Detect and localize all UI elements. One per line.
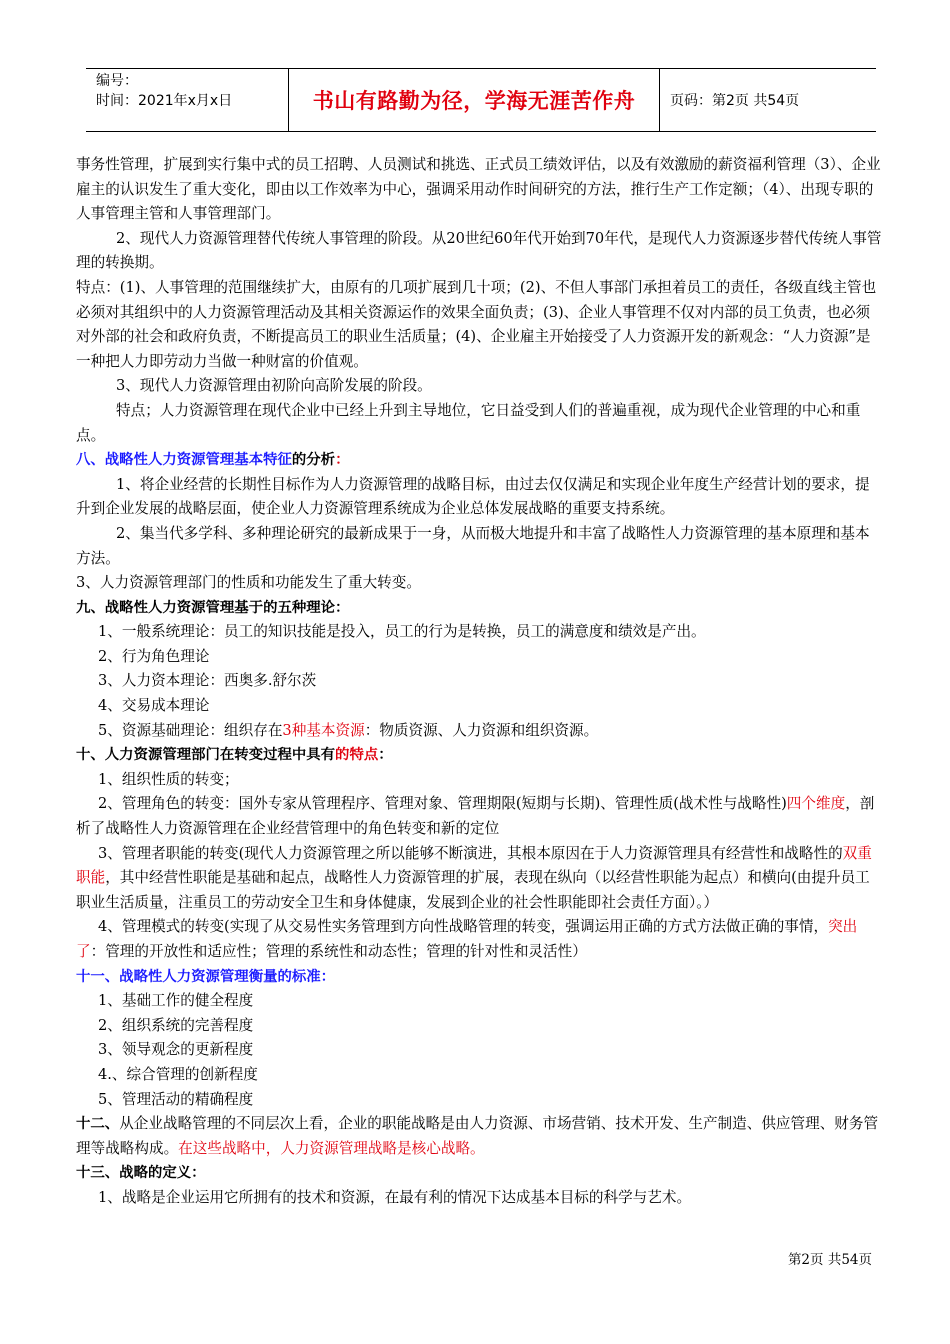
section-heading-11: 十一、战略性人力资源管理衡量的标准： xyxy=(76,968,336,985)
text: ，其中经营性职能是基础和起点，战略性人力资源管理的扩展，表现在纵向（以经营性职能为起点）和横向(由提升员工职业生活质量，注重员工的劳动安全卫生和身体健康，发展到企业的社会性职能即社会责任方面）。） xyxy=(76,869,870,911)
page-footer: 第2页 共54页 xyxy=(787,1252,872,1268)
time-label: 时间：2021年x月x日 xyxy=(96,93,233,109)
text: 2、管理角色的转变：国外专家从管理程序、管理对象、管理期限(短期与长期)、管理性质(战术性与战略性) xyxy=(98,795,787,813)
section-heading-12: 十二、 xyxy=(76,1116,120,1133)
list-item xyxy=(76,915,882,964)
highlight-text: 3种基本资源 xyxy=(282,721,365,739)
page-header xyxy=(86,68,876,132)
list-item: 4、交易成本理论 xyxy=(98,697,210,715)
paragraph: 特点：(1)、人事管理的范围继续扩大，由原有的几项扩展到几十项；(2)、不但人事部门承担着员工的责任，各级直线主管也必须对其组织中的人力资源管理活动及其相关资源运作的效果全面负责；(3)、企业人事管理不仅对内部的员工负责，也必须对外部的社会和政府负责，不断提高员工的职业生活质量；(4)、企业雇主开始接受了人力资源开发的新观念：“人力资源”是一种把人力即劳动力当做一种财富的价值观。 xyxy=(76,278,877,370)
list-item: 2、组织系统的完善程度 xyxy=(98,1016,254,1034)
paragraph: 3、人力资源管理部门的性质和功能发生了重大转变。 xyxy=(76,574,421,592)
list-item: 1、一般系统理论：员工的知识技能是投入，员工的行为是转换，员工的满意度和绩效是产出。 xyxy=(98,623,706,641)
list-item: 1、战略是企业运用它所拥有的技术和资源，在最有利的情况下达成基本目标的科学与艺术。 xyxy=(98,1188,692,1206)
text: 3、管理者职能的转变(现代人力资源管理之所以能够不断演进，其根本原因在于人力资源管理具有经营性和战略性的 xyxy=(98,844,843,862)
list-item: 1、基础工作的健全程度 xyxy=(98,992,254,1010)
list-item xyxy=(76,842,882,916)
paragraph: 1、将企业经营的长期性目标作为人力资源管理的战略目标，由过去仅仅满足和实现企业年度生产经营计划的要求，提升到企业发展的战略层面，使企业人力资源管理系统成为企业总体发展战略的重要支持系统。 xyxy=(76,475,870,518)
text: ：物质资源、人力资源和组织资源。 xyxy=(364,721,599,739)
paragraph: 2、现代人力资源管理替代传统人事管理的阶段。从20世纪60年代开始到70年代，是现代人力资源逐步替代传统人事管理的转换期。 xyxy=(76,229,882,272)
text: 从企业战略管理的不同层次上看，企业的职能战略是由人力资源、市场营销、技术开发、生产制造、供应管理、财务管理等战略构成。 xyxy=(76,1115,879,1157)
paragraph: 事务性管理，扩展到实行集中式的员工招聘、人员测试和挑选、正式员工绩效评估，以及有效激励的薪资福利管理（3）、企业雇主的认识发生了重大变化，即由以工作效率为中心，强调采用动作时间研究的方法，推行生产工作定额；（4）、出现专职的人事管理主管和人事管理部门。 xyxy=(76,156,881,223)
list-item: 1、组织性质的转变； xyxy=(98,770,239,788)
highlight-text: 四个维度 xyxy=(786,795,846,813)
text: ：管理的开放性和适应性；管理的系统性和动态性；管理的针对性和灵活性） xyxy=(90,943,587,960)
heading-colon: ： xyxy=(335,452,350,469)
list-item xyxy=(76,719,882,744)
section-heading-13: 十三、战略的定义： xyxy=(76,1165,206,1182)
highlight-text: 双重职能 xyxy=(76,844,872,887)
paragraph: 3、现代人力资源管理由初阶向高阶发展的阶段。 xyxy=(116,377,432,395)
heading-text: 的分析 xyxy=(291,452,336,469)
section-12 xyxy=(76,1112,882,1161)
heading-text: 十、人力资源管理部门在转变过程中具有 xyxy=(76,747,336,764)
list-item: 4.、综合管理的创新程度 xyxy=(98,1065,258,1083)
list-item: 2、行为角色理论 xyxy=(98,647,210,665)
header-motto: 书山有路勤为径，学海无涯苦作舟 xyxy=(288,69,660,131)
serial-label: 编号： xyxy=(96,73,138,89)
heading-highlight: 的特点 xyxy=(335,747,379,764)
list-item: 3、人力资本理论：西奥多.舒尔茨 xyxy=(98,672,317,690)
document-body xyxy=(76,153,882,1211)
paragraph: 特点；人力资源管理在现代企业中已经上升到主导地位，它日益受到人们的普遍重视，成为现代企业管理的中心和重点。 xyxy=(76,401,861,444)
text: 4、管理模式的转变(实现了从交易性实务管理到方向性战略管理的转变，强调运用正确的方式方法做正确的事情， xyxy=(98,918,829,936)
section-heading-8 xyxy=(76,448,882,473)
heading-highlight: 八、战略性人力资源管理基本特征 xyxy=(76,452,292,469)
highlight-text: 在这些战略中，人力资源管理战略是核心战略。 xyxy=(178,1139,485,1157)
section-heading-9: 九、战略性人力资源管理基于的五种理论： xyxy=(76,599,350,616)
heading-colon: ： xyxy=(378,747,393,764)
list-item xyxy=(76,792,882,841)
paragraph: 2、集当代多学科、多种理论研究的最新成果于一身，从而极大地提升和丰富了战略性人力资源管理的基本原理和基本方法。 xyxy=(76,524,870,567)
section-heading-10 xyxy=(76,743,882,768)
header-meta xyxy=(86,69,288,131)
header-page-info: 页码：第2页 共54页 xyxy=(670,93,800,109)
list-item: 3、领导观念的更新程度 xyxy=(98,1041,254,1059)
list-item: 5、管理活动的精确程度 xyxy=(98,1090,254,1108)
text: ，剖析了战略性人力资源管理在企业经营管理中的角色转变和新的定位 xyxy=(76,795,875,838)
text: 5、资源基础理论：组织存在 xyxy=(98,721,283,739)
highlight-text: 突出了 xyxy=(76,918,858,960)
